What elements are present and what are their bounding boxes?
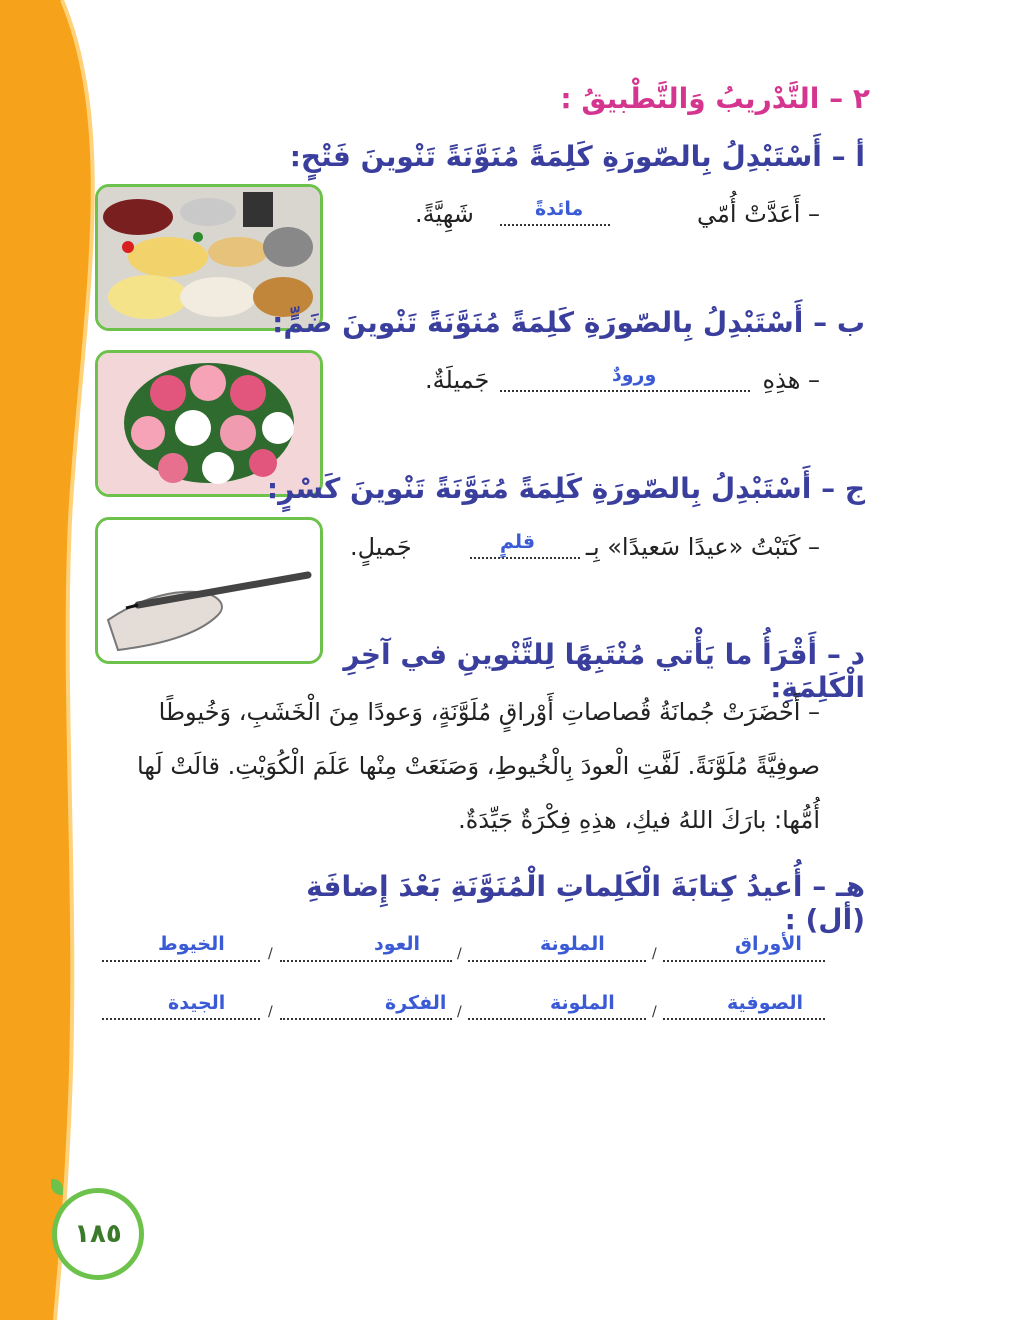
- row1-blank-2: [468, 960, 646, 962]
- exercise-c-sentence-start: – كَتَبْتُ «عيدًا سَعيدًا» بِـ: [585, 533, 820, 561]
- row2-answer-2[interactable]: الملونة: [550, 992, 615, 1014]
- row2-blank-3: [280, 1018, 452, 1020]
- exercise-a-sentence-end: شَهِيَّةً.: [415, 200, 474, 228]
- row2-separator-1: /: [652, 1004, 657, 1020]
- exercise-c-blank: [470, 557, 580, 559]
- exercise-b-sentence-start: – هذِهِ: [762, 366, 820, 394]
- row1-separator-3: /: [268, 946, 273, 962]
- row1-separator-1: /: [652, 946, 657, 962]
- row1-blank-1: [663, 960, 825, 962]
- row2-blank-4: [102, 1018, 260, 1020]
- exercise-a-sentence-start: – أَعَدَّتْ أُمّي: [697, 200, 820, 228]
- exercise-d-instruction: د – أَقْرَأُ ما يَأْتي مُنْتَبِهًا لِلتَّنْوينِ في آخِرِ الْكَلِمَةِ:: [343, 638, 865, 704]
- exercise-a-blank: [500, 224, 610, 226]
- exercise-c-answer[interactable]: قلمٍ: [500, 531, 536, 553]
- row1-answer-2[interactable]: الملونة: [540, 933, 605, 955]
- row1-separator-2: /: [457, 946, 462, 962]
- exercise-a-instruction: أ – أَسْتَبْدِلُ بِالصّورَةِ كَلِمَةً مُنَوَّنَةً تَنْوينَ فَتْحٍ:: [289, 140, 865, 173]
- row1-answer-1[interactable]: الأوراق: [735, 933, 802, 955]
- row1-blank-3: [280, 960, 452, 962]
- row2-answer-1[interactable]: الصوفية: [727, 992, 803, 1014]
- exercise-c-sentence-end: جَميلٍ.: [350, 533, 412, 561]
- exercise-c-instruction: ج – أَسْتَبْدِلُ بِالصّورَةِ كَلِمَةً مُنَوَّنَةً تَنْوينَ كَسْرٍ:: [266, 472, 865, 505]
- row2-answer-3[interactable]: الفكرة: [385, 992, 447, 1014]
- section-title: ٢ – التَّدْريبُ وَالتَّطْبيقُ :: [560, 82, 870, 115]
- exercise-b-sentence-end: جَميلَةٌ.: [425, 366, 490, 394]
- exercise-b-blank: [500, 390, 750, 392]
- page-number-badge: [52, 1188, 144, 1280]
- row2-separator-3: /: [268, 1004, 273, 1020]
- row2-blank-2: [468, 1018, 646, 1020]
- exercise-b-answer[interactable]: ورودٌ: [612, 364, 657, 386]
- row2-answer-4[interactable]: الجيدة: [168, 992, 226, 1014]
- row1-answer-3[interactable]: العود: [374, 933, 421, 955]
- paragraph-line-3: أُمُّها: بارَكَ اللهُ فيكِ، هذِهِ فِكْرَةٌ جَيِّدَةٌ.: [458, 806, 820, 834]
- paragraph-line-1: – أَحْضَرَتْ جُمانَةُ قُصاصاتِ أَوْراقٍ مُلَوَّنَةٍ، وَعودًا مِنَ الْخَشَبِ، وَخُيوطًا: [158, 698, 820, 726]
- exercise-b-instruction: ب – أَسْتَبْدِلُ بِالصّورَةِ كَلِمَةً مُنَوَّنَةً تَنْوينَ ضَمٍّ:: [272, 306, 865, 339]
- row2-separator-2: /: [457, 1004, 462, 1020]
- row2-blank-1: [663, 1018, 825, 1020]
- row1-answer-4[interactable]: الخيوط: [158, 933, 225, 955]
- exercise-e-instruction: هـ – أُعيدُ كِتابَةَ الْكَلِماتِ الْمُنَوَّنَةِ بَعْدَ إِضافَةِ (أل) :: [306, 870, 865, 936]
- page-number: ١٨٥: [74, 1219, 122, 1249]
- row1-blank-4: [102, 960, 260, 962]
- paragraph-line-2: صوفِيَّةً مُلَوَّنَةً. لَفَّتِ الْعودَ بِالْخُيوطِ، وَصَنَعَتْ مِنْها عَلَمَ الْكُوَيْتِ. قالَتْ لَها: [137, 752, 820, 780]
- exercise-a-answer[interactable]: مائدةً: [535, 198, 584, 220]
